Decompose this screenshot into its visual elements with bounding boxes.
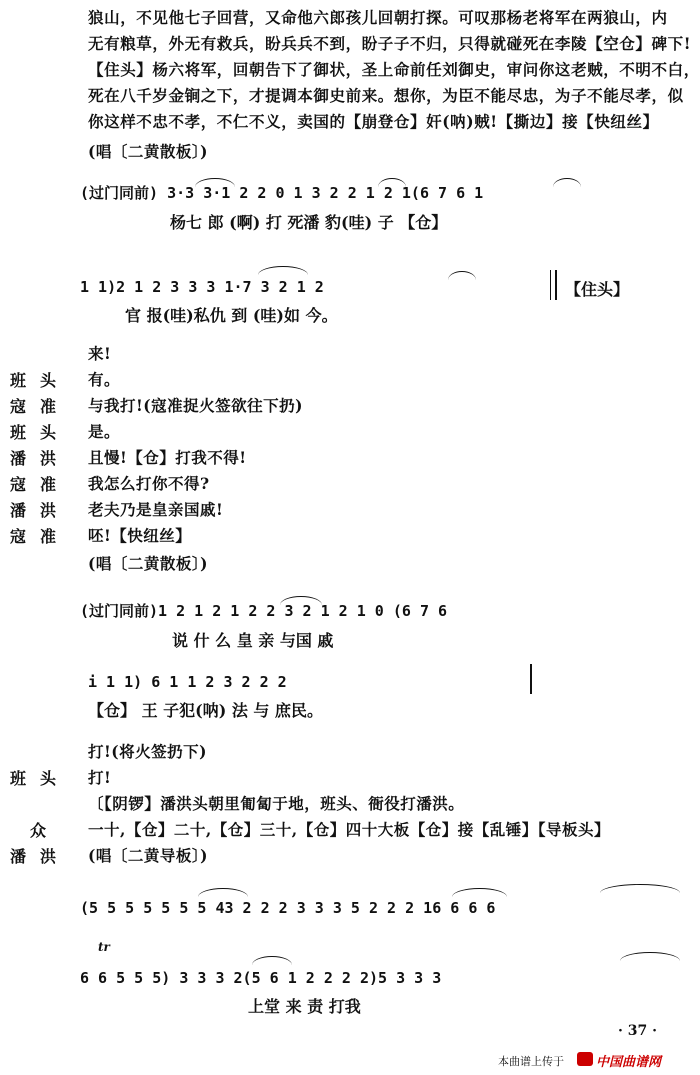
dialogue-text: 且慢!【仓】打我不得! xyxy=(88,448,247,467)
sing-direction-1: (唱〔二黄散板〕) xyxy=(88,142,208,161)
score1-row2-notes: 1 1)2 1 2 3 3 3 1·7 3 2 1 2 xyxy=(80,278,324,296)
site-logo-icon xyxy=(577,1052,593,1066)
score2-row2-lyrics-wrap xyxy=(88,698,323,721)
slur xyxy=(378,178,406,187)
prose-line-2: 无有粮草，外无有救兵，盼兵兵不到，盼子子不归，只得就碰死在李陵【空仓】碑下! xyxy=(88,34,692,53)
prose-line-5: 你这样不忠不孝，不仁不义，卖国的【崩登仓】奸(呐)贼!【撕边】接【快纽丝】 xyxy=(88,112,659,131)
prose-line-3: 【住头】杨六将军，回朝告下了御状，圣上命前任刘御史，审问你这老贼，不明不白， xyxy=(88,60,700,79)
barline-end xyxy=(530,664,532,694)
page-number: · 37 · xyxy=(618,1023,657,1039)
role-name: 潘洪 xyxy=(10,449,71,468)
dialogue-text: 打! xyxy=(88,768,112,787)
score1-row2-tag: 【住头】 xyxy=(565,280,630,299)
score1-row1 xyxy=(80,182,483,203)
dialogue-text: 与我打!(寇准捉火签欲往下扔) xyxy=(88,396,303,415)
score3-row2-lyrics-wrap xyxy=(248,994,361,1017)
score3-row2-notes: 6 6 5 5 5) 3 3 3 2(5 6 1 2 2 2 2)5 3 3 3 xyxy=(80,969,442,987)
role-name: 众 xyxy=(30,821,61,840)
prose-line-1: 狼山，不见他七子回营，又命他六郎孩儿回朝打探。可叹那杨老将军在两狼山，内 xyxy=(88,8,668,27)
role-name: 寇准 xyxy=(10,475,71,494)
role-name: 寇准 xyxy=(10,527,71,546)
stage-direction: 〔【阴锣】潘洪头朝里匍匐于地，班头、衙役打潘洪。 xyxy=(88,794,465,813)
sing-direction-2: (唱〔二黄散板〕) xyxy=(88,554,208,573)
score1-row1-lyrics: 杨七 郎 (啊) 打 死潘 豹(哇) 子 【仓】 xyxy=(170,213,448,232)
call-text: 来! xyxy=(88,344,112,363)
slur xyxy=(452,888,507,897)
dialogue-text: 老夫乃是皇亲国戚! xyxy=(88,500,224,519)
score2-row1-lyrics-wrap xyxy=(172,628,333,651)
barline xyxy=(550,270,551,300)
site-logo-text: 中国曲谱网 xyxy=(596,1055,662,1070)
slur xyxy=(258,266,308,275)
score2-row2 xyxy=(88,672,287,691)
dialogue-text: (唱〔二黄导板〕) xyxy=(88,846,208,865)
score2-row1 xyxy=(80,600,447,621)
slur xyxy=(252,956,292,965)
score2-row2-notes: i 1 1) 6 1 1 2 3 2 2 2 xyxy=(88,673,287,691)
score2-row2-lyrics: 【仓】 王 子犯(呐) 法 与 庶民。 xyxy=(88,701,323,720)
action-text: 打!(将火签扔下) xyxy=(88,742,207,761)
footer-text: 本曲谱上传于 xyxy=(498,1055,564,1068)
slur xyxy=(620,952,680,961)
score3-row2-lyrics: 上堂 来 责 打我 xyxy=(248,997,361,1016)
slur xyxy=(195,178,235,187)
score1-row2-lyrics-wrap xyxy=(125,303,338,326)
score3-row1-notes: (5 5 5 5 5 5 5 43 2 2 2 3 3 3 5 2 2 2 16 6 6 6 xyxy=(80,899,496,917)
role-name: 班头 xyxy=(10,371,71,390)
score3-row2 xyxy=(80,968,441,987)
score3-row1 xyxy=(80,898,495,917)
role-name: 寇准 xyxy=(10,397,71,416)
prose-line-4: 死在八千岁金锏之下，才提调本御史前来。想你，为臣不能尽忠，为子不能尽孝，似 xyxy=(88,86,684,105)
slur xyxy=(448,271,476,280)
trill-mark: tr xyxy=(98,940,110,954)
dialogue-text: 一十,【仓】二十,【仓】三十,【仓】四十大板【仓】接【乱锤】【导板头】 xyxy=(88,820,610,839)
slur xyxy=(198,888,248,897)
score1-row1-lyrics-wrap xyxy=(170,210,447,233)
role-name: 潘洪 xyxy=(10,847,71,866)
slur xyxy=(600,884,680,893)
role-name: 潘洪 xyxy=(10,501,71,520)
dialogue-text: 有。 xyxy=(88,370,121,389)
barline-end xyxy=(555,270,557,300)
score2-row1-lyrics: 说 什 么 皇 亲 与国 戚 xyxy=(172,631,334,650)
dialogue-text: 呸!【快纽丝】 xyxy=(88,526,192,545)
score1-row2-lyrics: 官 报(哇)私仇 到 (哇)如 今。 xyxy=(125,306,338,325)
slur xyxy=(553,178,581,187)
score1-row2 xyxy=(80,277,324,296)
dialogue-text: 是。 xyxy=(88,422,121,441)
score2-row1-notes: (过门同前)1 2 1 2 1 2 2 3 2 1 2 1 0 (6 7 6 xyxy=(80,602,448,620)
slur xyxy=(280,596,322,605)
role-name: 班头 xyxy=(10,423,71,442)
dialogue-text: 我怎么打你不得? xyxy=(88,474,210,493)
role-name: 班头 xyxy=(10,769,71,788)
score1-row1-notes: (过门同前) 3·3 3·1 2 2 0 1 3 2 2 1 2 1(6 7 6 1 xyxy=(80,184,484,202)
